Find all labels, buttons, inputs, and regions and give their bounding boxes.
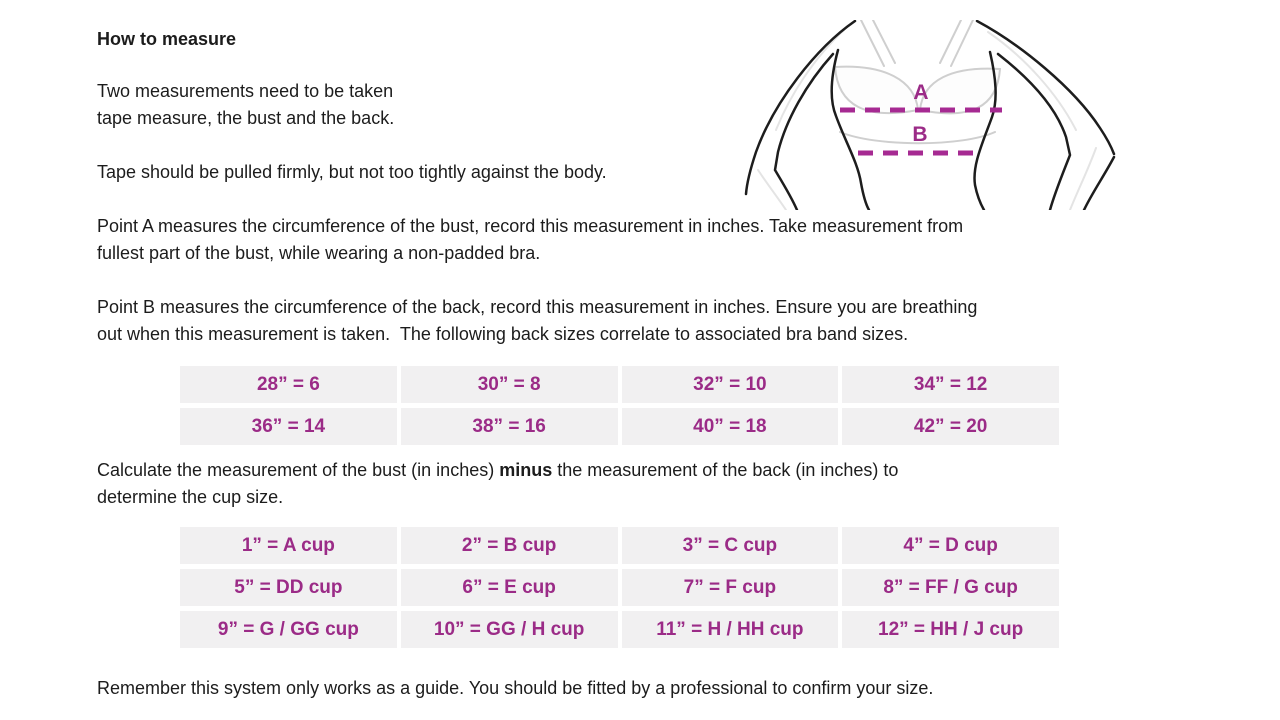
point-a-paragraph [97,213,963,267]
calc-line [97,457,898,484]
calc-text: Calculate the measurement of the bust (in inches) [97,460,500,480]
right-arm-outer [977,21,1114,154]
cup-size-cell: 11” = H / HH cup [622,611,839,648]
band-size-cell: 40” = 18 [622,408,839,445]
calc-text: the measurement of the back (in inches) to [552,460,899,480]
measurement-diagram [744,20,1116,210]
intro-line: tape measure, the bust and the back. [97,108,395,128]
bra-strap-left [861,20,884,66]
bra-strap-left [873,20,895,63]
band-size-cell: 36” = 14 [180,408,397,445]
left-arm-outer [746,21,855,194]
footer-line: Remember this system only works as a guide. You should be fitted by a professional to confirm your size. [97,678,934,698]
bra-strap-right [951,20,973,66]
cup-size-cell: 4” = D cup [842,527,1059,564]
point-a-line: fullest part of the bust, while wearing a non-padded bra. [97,243,541,263]
tape-note-line: Tape should be pulled firmly, but not too tightly against the body. [97,162,607,182]
band-size-cell: 30” = 8 [401,366,618,403]
cup-size-table [180,527,1059,648]
label-b: B [912,123,928,146]
cup-size-cell: 1” = A cup [180,527,397,564]
cup-size-cell: 9” = G / GG cup [180,611,397,648]
band-size-cell: 34” = 12 [842,366,1059,403]
point-b-line: out when this measurement is taken. The following back sizes correlate to associated bra band sizes. [97,324,909,344]
point-a-line: Point A measures the circumference of the bust, record this measurement in inches. Take measurement from [97,216,964,236]
right-arm-inner [998,54,1070,210]
intro-line: Two measurements need to be taken [97,81,394,101]
calc-line: determine the cup size. [97,487,284,507]
cup-size-cell: 7” = F cup [622,569,839,606]
band-size-cell: 42” = 20 [842,408,1059,445]
cup-size-cell: 12” = HH / J cup [842,611,1059,648]
cup-size-cell: 8” = FF / G cup [842,569,1059,606]
band-size-cell: 38” = 16 [401,408,618,445]
arm-shading-lines [758,30,1096,210]
cup-size-cell: 6” = E cup [401,569,618,606]
intro-paragraph [97,78,394,132]
cup-size-cell: 10” = GG / H cup [401,611,618,648]
label-a: A [913,81,929,104]
body-outline [746,21,1114,210]
footer-note [97,675,933,702]
bra-cup-right [920,69,1000,114]
cup-size-cell: 2” = B cup [401,527,618,564]
bra-strap-right [940,20,961,63]
bra-cup-left [835,67,918,113]
band-size-cell: 28” = 6 [180,366,397,403]
band-size-table [180,366,1059,445]
cup-size-cell: 3” = C cup [622,527,839,564]
band-size-cell: 32” = 10 [622,366,839,403]
point-b-paragraph [97,294,977,348]
cup-size-cell: 5” = DD cup [180,569,397,606]
torso-illustration [744,20,1116,210]
page-title: How to measure [97,29,237,49]
calc-paragraph [97,457,898,511]
calc-minus-word: minus [499,460,553,480]
tape-note-paragraph [97,159,607,186]
point-b-line: Point B measures the circumference of the back, record this measurement in inches. Ensure you are breathing [97,297,978,317]
